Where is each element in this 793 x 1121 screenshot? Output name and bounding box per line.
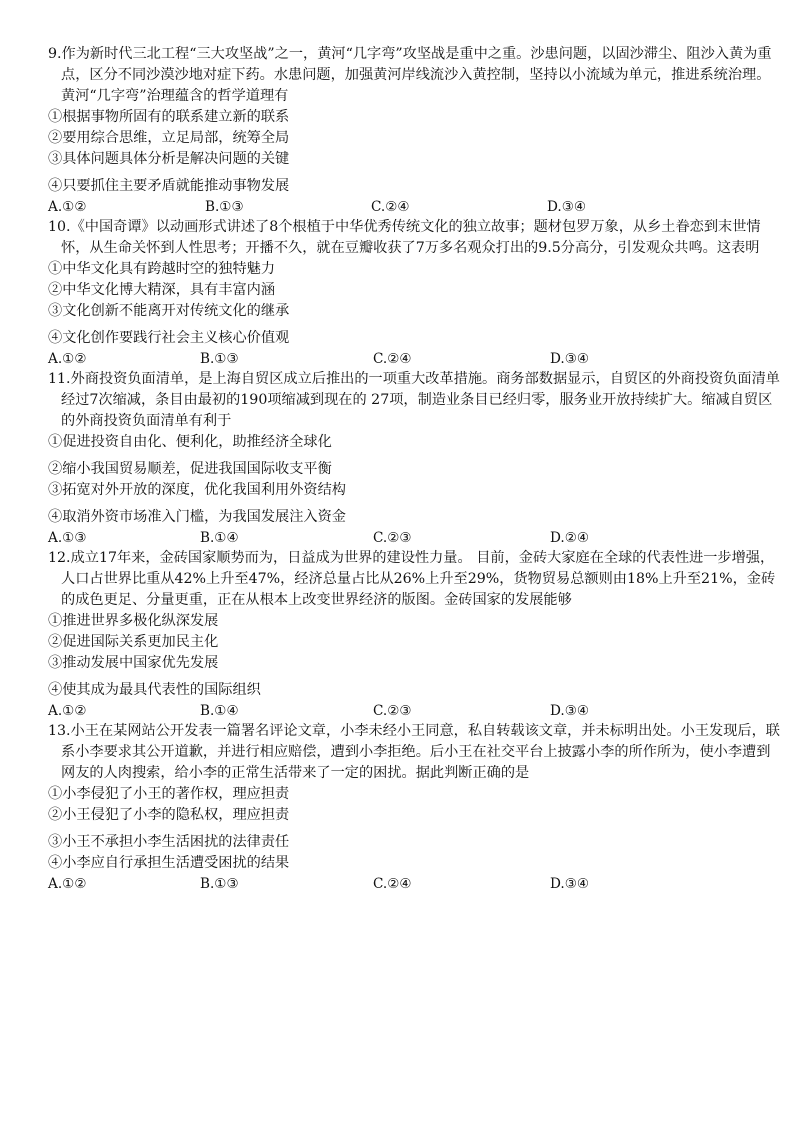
question-10 [48,217,783,369]
choice-d: D.③④ [550,703,590,719]
option-4: ④只要抓住主要矛盾就能推动事物发展 [48,178,290,194]
question-11 [48,369,783,548]
choice-c: C.②④ [373,351,412,367]
option-2: ②小王侵犯了小李的隐私权，理应担责 [48,807,290,823]
choice-b: B.①③ [200,351,239,367]
choice-d: D.②④ [550,530,590,546]
question-stem: 10.《中国奇谭》以动画形式讲述了8个根植于中华优秀传统文化的独立故事；题材包罗万象，从乡土眷恋到末世情怀，从生命关怀到人性思考；开播不久，就在豆瓣收获了7万多名观众打出的9.5分高分，引发观众共鸣。这表明 [48,219,761,256]
option-3: ③拓宽对外开放的深度，优化我国利用外资结构 [48,482,346,498]
option-1: ①中华文化具有跨越时空的独特魅力 [48,261,276,277]
choice-b: B.①④ [200,530,239,546]
choice-a: A.①② [48,703,87,719]
option-1: ①推进世界多极化纵深发展 [48,613,219,629]
option-3: ③小王不承担小李生活困扰的法律责任 [48,834,290,850]
choice-b: B.①③ [200,876,239,892]
option-4: ④小李应自行承担生活遭受困扰的结果 [48,855,290,871]
question-13 [48,721,783,894]
question-stem: 9.作为新时代三北工程“三大攻坚战”之一，黄河“几字弯”攻坚战是重中之重。沙患问题，以固沙滞尘、阻沙入黄为重点，区分不同沙漠沙地对症下药。水患问题，加强黄河岸线流沙入黄控制，坚持以小流域为单元，推进系统治理。黄河“几字弯”治理蕴含的哲学道理有 [48,46,772,104]
choice-c: C.②④ [371,199,410,215]
answer-choices [48,528,783,548]
option-2: ②中华文化博大精深，具有丰富内涵 [48,282,276,298]
choice-d: D.③④ [547,199,587,215]
option-4: ④使其成为最具代表性的国际组织 [48,682,261,698]
choice-c: C.②③ [373,703,412,719]
option-3: ③推动发展中国家优先发展 [48,655,219,671]
option-3: ③文化创新不能离开对传统文化的继承 [48,303,290,319]
option-2: ②缩小我国贸易顺差，促进我国国际收支平衡 [48,461,332,477]
option-4: ④取消外资市场准入门槛，为我国发展注入资金 [48,509,346,525]
option-2: ②要用综合思维，立足局部，统筹全局 [48,130,290,146]
answer-choices [48,874,783,894]
choice-a: A.①② [48,876,87,892]
option-2: ②促进国际关系更加民主化 [48,634,219,650]
option-4: ④文化创作要践行社会主义核心价值观 [48,330,290,346]
option-1: ①根据事物所固有的联系建立新的联系 [48,109,290,125]
question-9 [48,44,783,217]
choice-d: D.③④ [550,876,590,892]
choice-a: A.①② [48,199,87,215]
choice-a: A.①② [48,351,87,367]
question-stem: 12.成立17年来，金砖国家顺势而为，日益成为世界的建设性力量。 目前，金砖大家庭在全球的代表性进一步增强，人口占世界比重从42%上升至47%，经济总量占比从26%上升至29%，货物贸易总额则由18%上升至21%，金砖的成色更足、分量更重，正在从根本上改变世界经济的版图。金砖国家的发展能够 [48,550,776,608]
answer-choices [48,349,783,369]
choice-d: D.③④ [550,351,590,367]
question-stem: 13.小王在某网站公开发表一篇署名评论文章，小李未经小王同意，私自转载该文章，并未标明出处。小王发现后，联系小李要求其公开道歉，并进行相应赔偿，遭到小李拒绝。后小王在社交平台上披露小李的所作所为，使小李遭到网友的人肉搜索，给小李的正常生活带来了一定的困扰。据此判断正确的是 [48,723,780,781]
option-1: ①小李侵犯了小王的著作权，理应担责 [48,786,290,802]
question-stem: 11.外商投资负面清单，是上海自贸区成立后推出的一项重大改革措施。商务部数据显示，自贸区的外商投资负面清单经过7次缩减，条目由最初的190项缩减到现在的 27项，制造业条目已经归零，服务业开放持续扩大。缩减自贸区的外商投资负面清单有利于 [48,371,780,429]
choice-a: A.①③ [48,530,87,546]
option-3: ③具体问题具体分析是解决问题的关键 [48,151,290,167]
choice-b: B.①③ [205,199,244,215]
exam-page [48,44,783,894]
question-12 [48,548,783,721]
choice-c: C.②③ [373,530,412,546]
option-1: ①促进投资自由化、便利化，助推经济全球化 [48,434,332,450]
answer-choices [48,701,783,721]
choice-b: B.①④ [200,703,239,719]
answer-choices [48,197,783,217]
choice-c: C.②④ [373,876,412,892]
